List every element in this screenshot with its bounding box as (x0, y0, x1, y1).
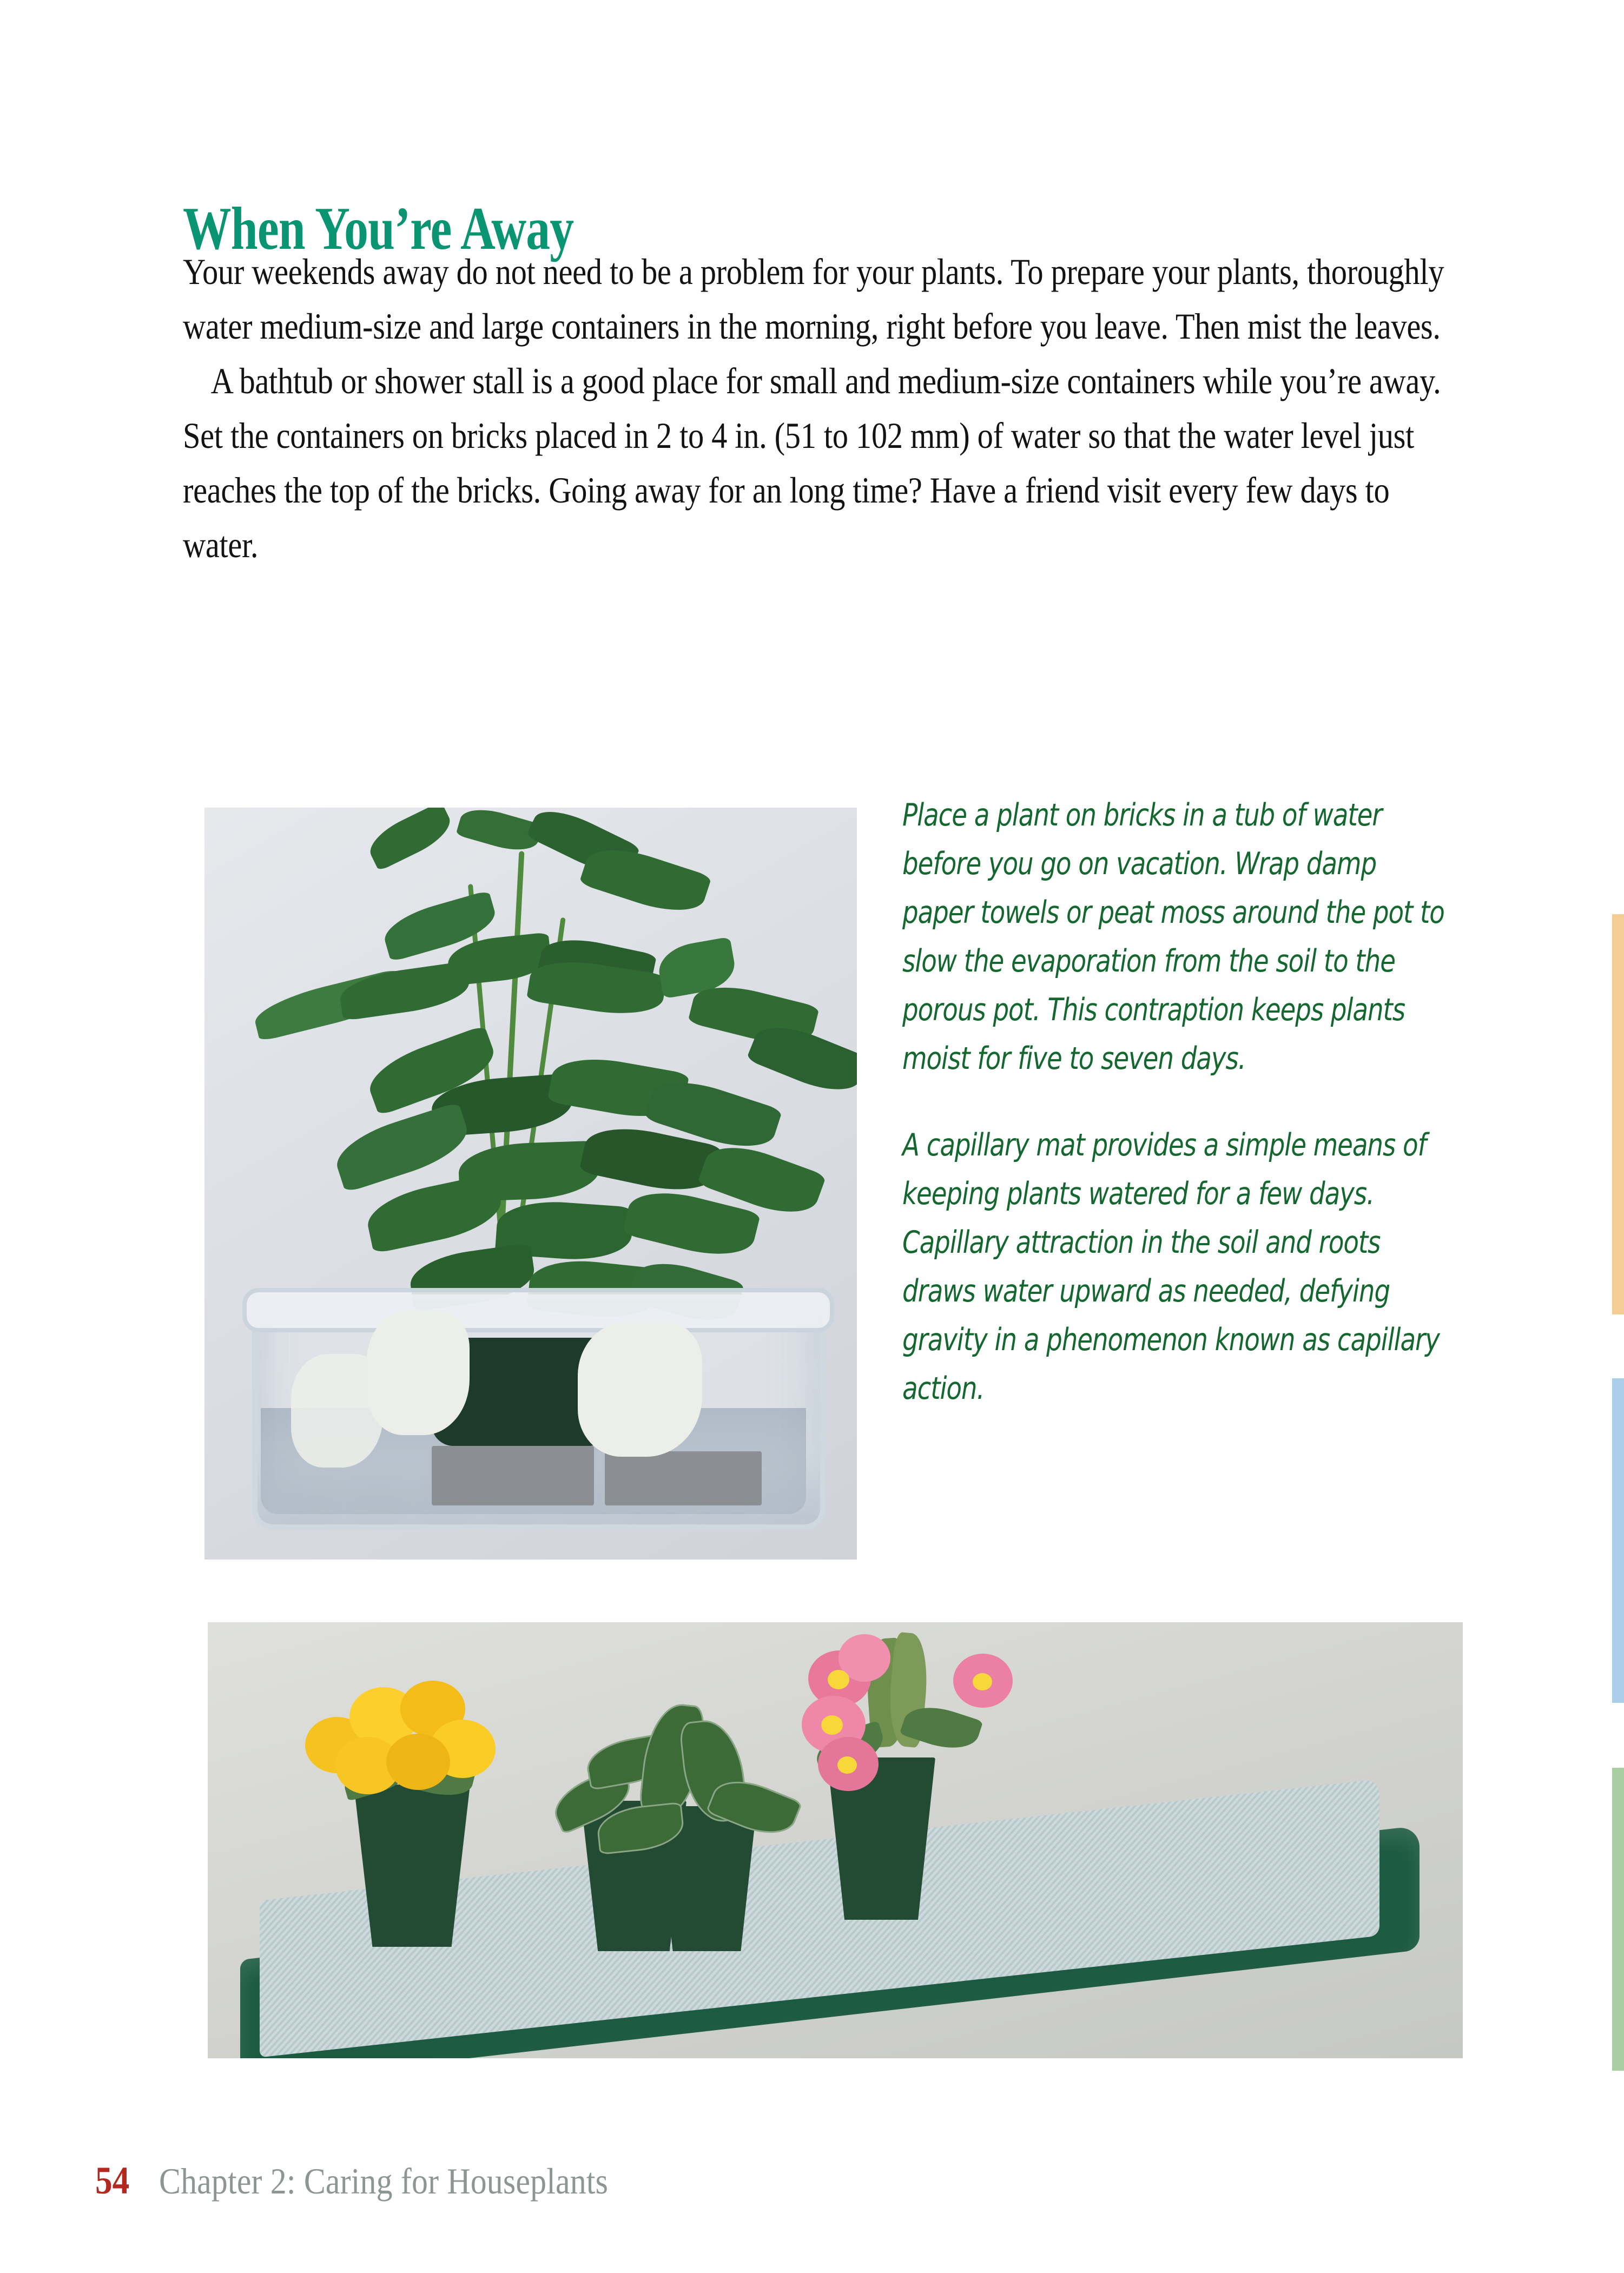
plant-in-tub-photo (204, 808, 857, 1560)
yellow-flower (386, 1734, 450, 1790)
plant-leaf (338, 961, 472, 1021)
edge-tab-orange (1612, 914, 1624, 1314)
plant-pot (354, 1785, 470, 1947)
plant-leaf (364, 808, 457, 871)
tub-rim (242, 1288, 834, 1332)
page-number: 54 (95, 2159, 130, 2202)
flower-center (837, 1756, 857, 1774)
body-text-column (183, 245, 1449, 572)
caption-column (902, 791, 1449, 1413)
edge-tab-blue (1612, 1378, 1624, 1703)
damp-paper-towel (291, 1354, 383, 1468)
flower-center (973, 1673, 992, 1690)
page-heading: When You’re Away (183, 195, 574, 263)
flower-center (828, 1670, 849, 1689)
caption-capillary-mat: A capillary mat provides a simple means of keeping plants watered for a few days. Capillary attraction in the soil and roots draws water upward as needed, defying gravity in a phenomenon known as capillary action. (902, 1127, 1440, 1406)
caption-plant-in-tub: Place a plant on bricks in a tub of water before you go on vacation. Wrap damp paper towels or peat moss around the pot to slow the evaporation from the soil to the porous pot. This contraption keeps plants moist for five to seven days. (902, 797, 1444, 1076)
page-footer (95, 2158, 669, 2203)
plant-leaf (329, 1102, 474, 1193)
body-paragraph-1: Your weekends away do not need to be a problem for your plants. To prepare your plants, thoroughly water medium-size and large containers in the morning, right before you leave. Then mist the leaves. (183, 251, 1444, 347)
damp-paper-towel (578, 1321, 702, 1457)
edge-tab-green (1612, 1768, 1624, 2071)
capillary-mat-photo (208, 1622, 1463, 2058)
brick (605, 1451, 762, 1505)
chapter-label: Chapter 2: Caring for Houseplants (159, 2160, 609, 2202)
body-paragraph-2: A bathtub or shower stall is a good place for small and medium-size containers while you’re away. Set the containers on bricks placed in 2 to 4 in. (51 to 102 mm) of water so that the water level just reaches the top of the bricks. Going away for an long time? Have a friend visit every few days to water. (183, 360, 1441, 565)
flower-center (821, 1715, 843, 1735)
plant-leaf (362, 1173, 506, 1254)
brick (432, 1446, 594, 1505)
